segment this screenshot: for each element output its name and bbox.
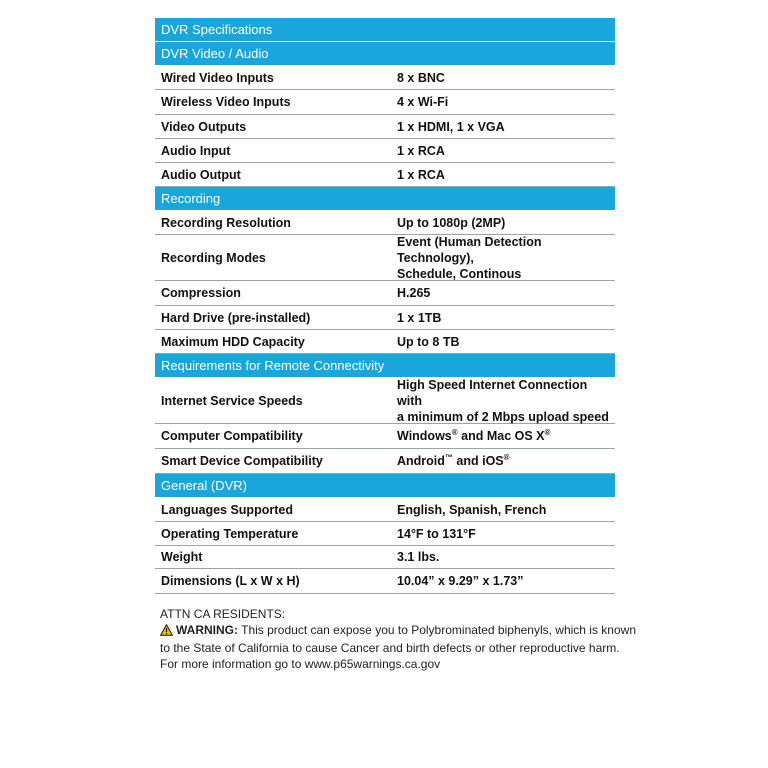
row-value: English, Spanish, French [397,502,547,517]
table-row [155,90,615,115]
row-value [391,453,615,469]
table-row [155,281,615,306]
table-row [155,569,615,594]
registered-mark: ® [451,427,458,437]
notice-line-1 [160,622,636,640]
row-label: Hard Drive (pre-installed) [161,310,311,325]
row-label: Dimensions (L x W x H) [161,574,300,588]
row-label: Wired Video Inputs [161,70,274,85]
section-title: Requirements for Remote Connectivity [161,358,385,373]
row-value-line: a minimum of 2 Mbps upload speed [397,409,609,424]
section-header-recording [155,187,615,211]
row-value: Up to 8 TB [397,334,460,349]
registered-mark: ® [544,427,551,437]
row-label: Audio Input [161,143,231,158]
row-label: Computer Compatibility [161,429,303,443]
row-label: Wireless Video Inputs [161,95,291,109]
value-text: Android [397,454,445,468]
table-row [155,306,615,330]
row-value: 1 x RCA [397,167,445,182]
trademark-mark: ™ [444,452,453,462]
row-value [391,377,615,425]
table-row [155,115,615,139]
section-header-general [155,474,615,498]
row-value: 3.1 lbs. [397,550,440,564]
registered-mark: ® [503,452,510,462]
spec-table [155,18,615,594]
section-header-remote-connectivity [155,354,615,378]
notice-line-3: For more information go to www.p65warnings.ca.gov [160,657,441,671]
section-header-dvr-specifications [155,18,615,42]
table-row [155,139,615,163]
row-value [391,234,615,282]
warning-label: WARNING: [176,623,238,637]
table-row [155,498,615,522]
row-value: 8 x BNC [397,70,445,85]
row-value: 4 x Wi-Fi [397,95,449,109]
row-value: Up to 1080p (2MP) [397,215,506,230]
section-title: Recording [161,191,221,206]
row-label: Compression [161,286,241,300]
row-label: Recording Resolution [161,215,291,230]
row-value-line: Event (Human Detection Technology), [397,234,542,265]
row-label: Languages Supported [161,502,293,517]
row-value [391,428,615,444]
row-label: Operating Temperature [161,526,299,541]
row-label: Weight [161,550,203,564]
section-title: DVR Video / Audio [161,46,269,61]
row-value: 1 x RCA [397,143,445,158]
row-label: Smart Device Compatibility [161,454,323,468]
row-label: Maximum HDD Capacity [161,334,305,349]
row-label: Recording Modes [161,250,266,265]
table-row [155,449,615,474]
section-header-video-audio [155,42,615,66]
value-text: and iOS [452,454,504,468]
row-value: 10.04” x 9.29” x 1.73” [397,574,524,588]
value-text: Windows [397,429,452,443]
table-row [155,378,615,424]
row-value: 1 x HDMI, 1 x VGA [397,119,505,134]
row-value: 14°F to 131°F [397,526,476,541]
table-row [155,66,615,90]
value-text: and Mac OS X [457,429,545,443]
section-title: DVR Specifications [161,22,273,37]
notice-line-2: to the State of California to cause Cancer and birth defects or other reproductive harm. [160,641,620,655]
table-row [155,235,615,281]
notice-text: This product can expose you to Polybrominated biphenyls, which is known [238,623,636,637]
row-value-line: High Speed Internet Connection with [397,377,588,408]
spec-sheet [155,18,615,594]
table-row [155,546,615,569]
table-row [155,424,615,449]
row-value: H.265 [397,286,431,300]
table-row [155,163,615,187]
row-label: Internet Service Speeds [161,393,303,408]
row-value: 1 x 1TB [397,310,442,325]
row-label: Video Outputs [161,119,247,134]
section-title: General (DVR) [161,478,247,493]
row-label: Audio Output [161,167,241,182]
notice-heading: ATTN CA RESIDENTS: [160,607,286,621]
table-row [155,522,615,546]
prop65-notice [160,606,636,672]
warning-triangle-icon [160,624,173,640]
table-row [155,330,615,354]
row-value-line: Schedule, Continous [397,266,522,281]
table-row [155,211,615,235]
